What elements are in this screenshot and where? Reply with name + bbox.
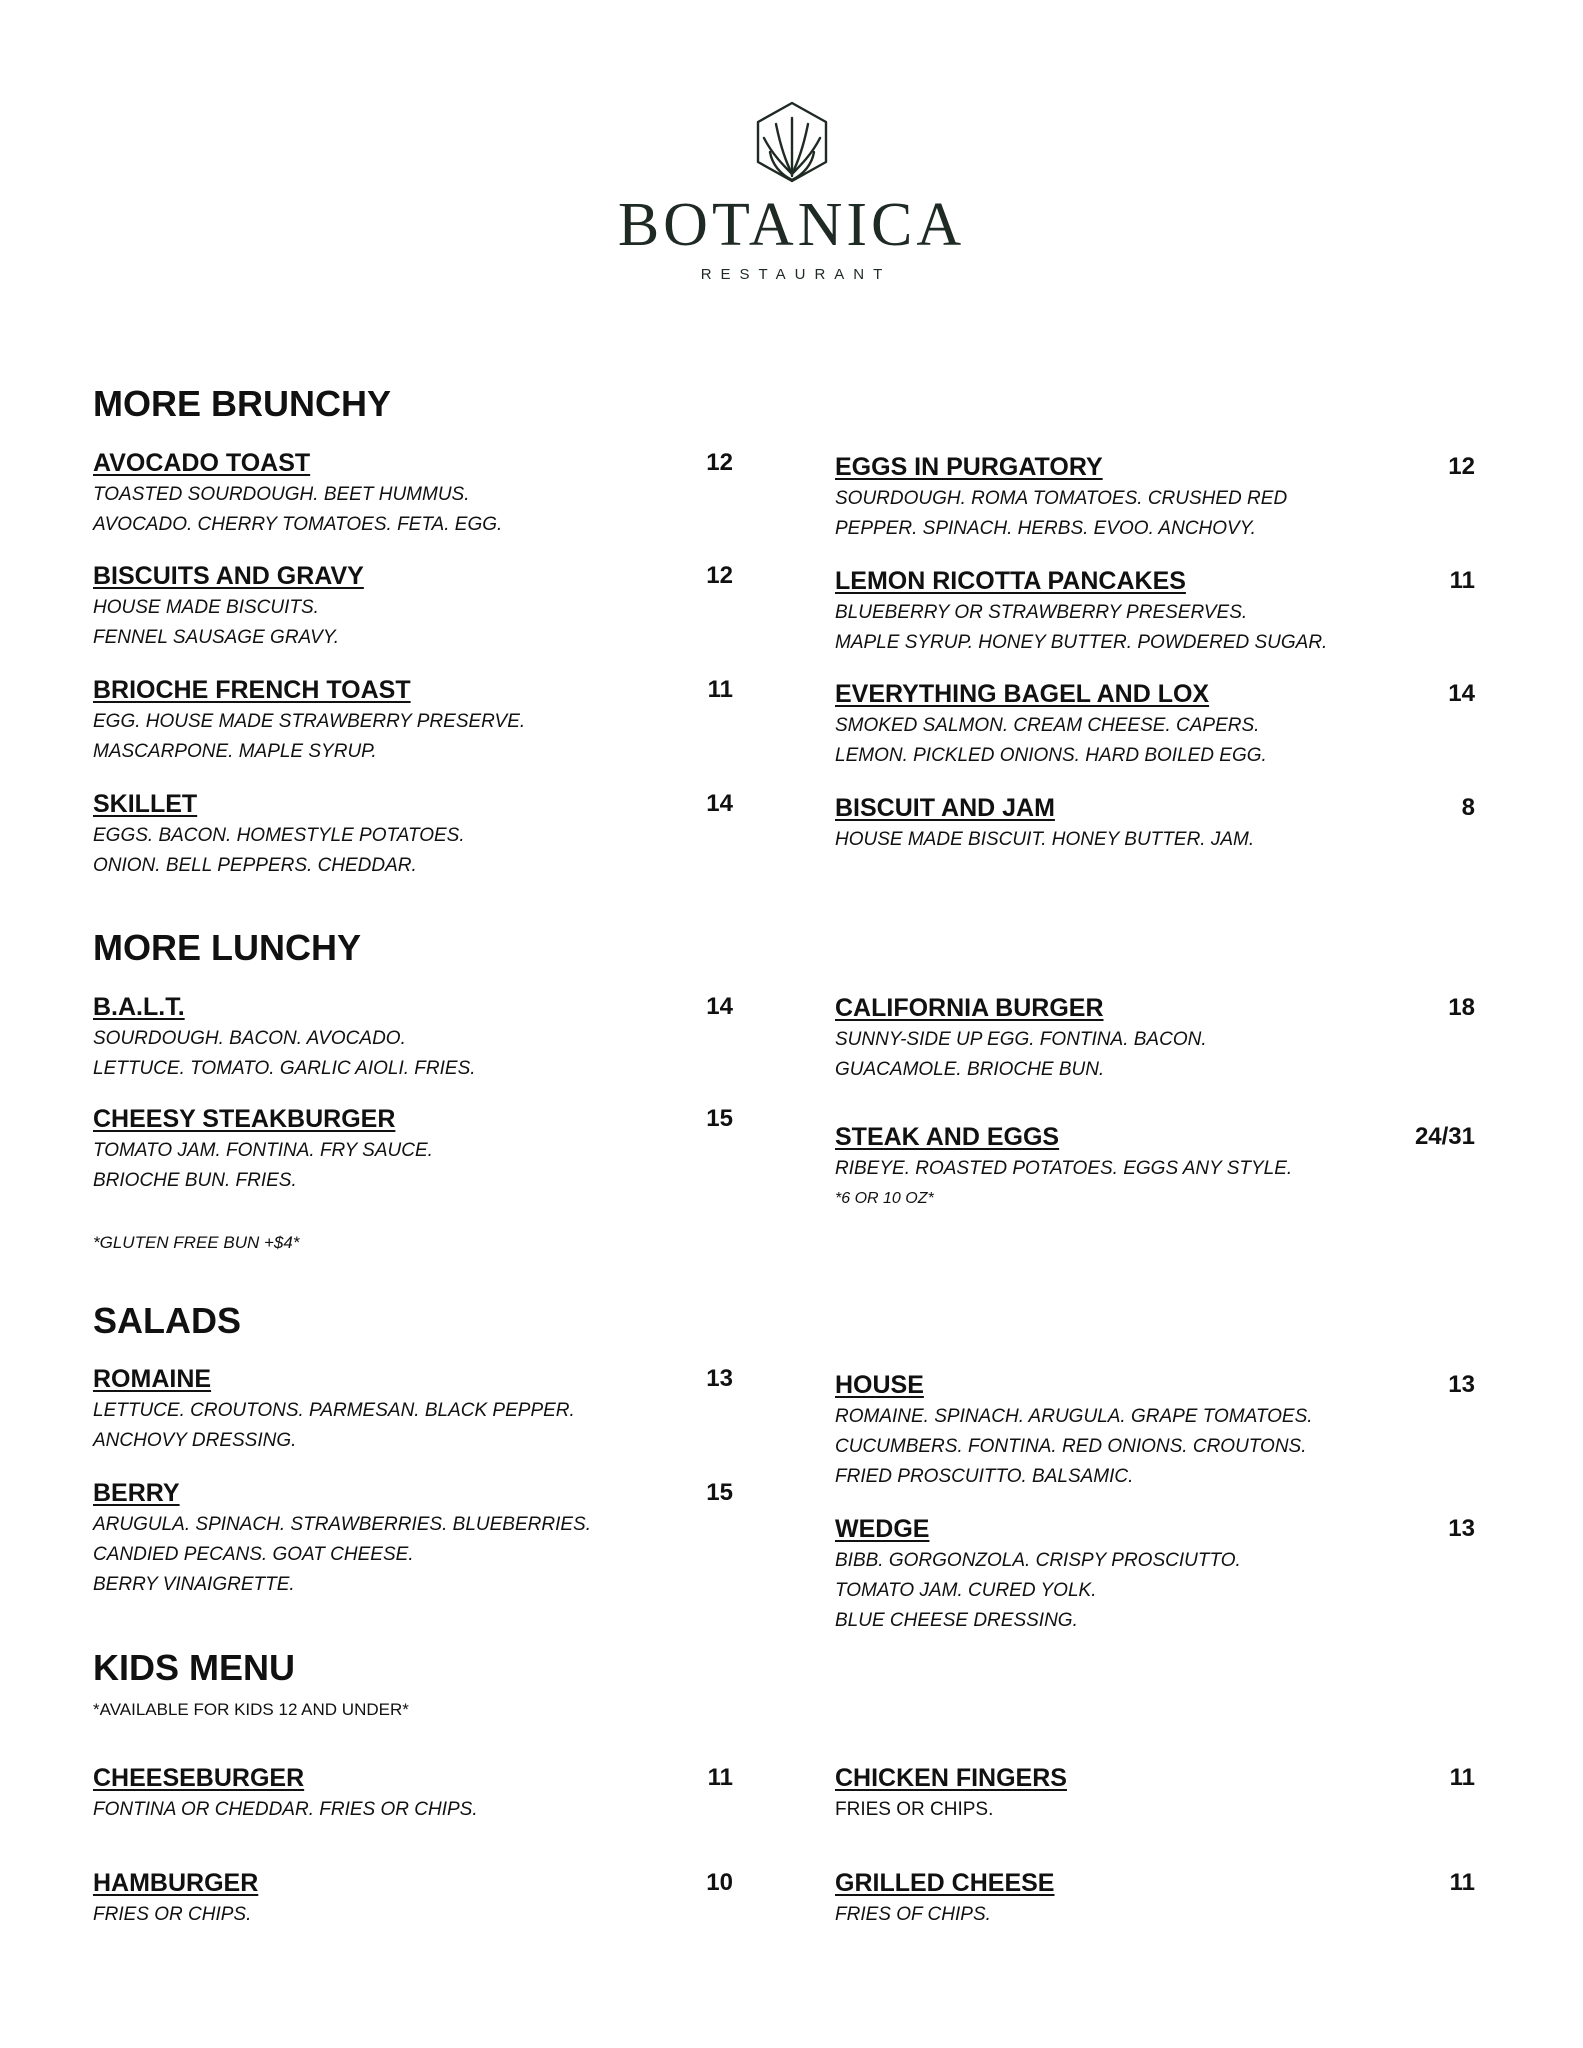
botanica-leaf-hexagon-logo-icon [754,100,830,184]
menu-item [93,561,733,653]
menu-item [835,1370,1475,1492]
menu-item [835,1514,1475,1636]
item-name: BISCUIT AND JAM [835,794,1055,822]
item-name: AVOCADO TOAST [93,449,311,477]
menu-item [93,448,733,540]
menu-item [835,566,1475,658]
restaurant-logo [0,100,1583,283]
item-name: LEMON RICOTTA PANCAKES [835,567,1186,595]
item-description: RIBEYE. ROASTED POTATOES. EGGS ANY STYLE. *6 OR 10 OZ* [835,1158,1293,1207]
item-name: CHEESY STEAKBURGER [93,1105,396,1133]
item-price: 13 [706,1365,733,1392]
item-price: 11 [707,676,733,703]
item-description: LETTUCE. CROUTONS. PARMESAN. BLACK PEPPER. ANCHOVY DRESSING. [93,1400,575,1451]
item-name: STEAK AND EGGS [835,1123,1060,1151]
item-price: 12 [706,449,733,476]
item-name: EGGS IN PURGATORY [835,453,1103,481]
item-description: SOURDOUGH. ROMA TOMATOES. CRUSHED RED PEPPER. SPINACH. HERBS. EVOO. ANCHOVY. [835,488,1288,539]
menu-item [835,452,1475,544]
menu-item [93,992,733,1084]
item-description: HOUSE MADE BISCUITS. FENNEL SAUSAGE GRAVY. [93,597,340,648]
menu-item [835,679,1475,771]
menu-item [93,675,733,767]
menu-item [93,1104,733,1196]
item-description: HOUSE MADE BISCUIT. HONEY BUTTER. JAM. [835,829,1255,850]
brand-subtitle: RESTAURANT [700,266,892,283]
item-price: 11 [1449,1869,1475,1896]
item-description: TOMATO JAM. FONTINA. FRY SAUCE. BRIOCHE BUN. FRIES. [93,1140,433,1191]
item-description: FRIES OF CHIPS. [835,1904,991,1925]
item-price: 15 [706,1105,733,1132]
item-price: 11 [1449,1764,1475,1791]
item-name: BERRY [93,1479,180,1507]
item-description: BIBB. GORGONZOLA. CRISPY PROSCIUTTO. TOMATO JAM. CURED YOLK. BLUE CHEESE DRESSING. [835,1550,1241,1631]
item-description: SMOKED SALMON. CREAM CHEESE. CAPERS. LEMON. PICKLED ONIONS. HARD BOILED EGG. [835,715,1267,766]
menu-item [835,1122,1475,1214]
item-price: 14 [706,993,733,1020]
menu-item [93,789,733,881]
item-name: SKILLET [93,790,198,818]
item-description: SOURDOUGH. BACON. AVOCADO. LETTUCE. TOMATO. GARLIC AIOLI. FRIES. [93,1028,476,1079]
item-name: CHEESEBURGER [93,1764,305,1792]
item-name: HAMBURGER [93,1869,259,1897]
item-price: 11 [1449,567,1475,594]
item-price: 18 [1448,994,1475,1021]
item-name: BISCUITS AND GRAVY [93,562,364,590]
menu-item [93,1868,733,1930]
item-description: FRIES OR CHIPS. [93,1904,252,1925]
item-name: WEDGE [835,1515,930,1543]
item-description: EGGS. BACON. HOMESTYLE POTATOES. ONION. BELL PEPPERS. CHEDDAR. [93,825,465,876]
item-price: 24/31 [1414,1123,1475,1150]
item-price: 8 [1461,794,1475,821]
menu-item [93,1763,733,1825]
menu-item [835,1763,1475,1825]
item-price: 14 [706,790,733,817]
item-description: FONTINA OR CHEDDAR. FRIES OR CHIPS. [93,1799,478,1820]
item-name: EVERYTHING BAGEL AND LOX [835,680,1210,708]
menu-item [93,1478,733,1600]
item-name: BRIOCHE FRENCH TOAST [93,676,411,704]
item-price: 12 [706,562,733,589]
item-price: 14 [1448,680,1475,707]
item-price: 13 [1448,1371,1475,1398]
item-name: GRILLED CHEESE [835,1869,1055,1897]
item-name: HOUSE [835,1371,924,1399]
item-price: 10 [706,1869,733,1896]
item-name: CHICKEN FINGERS [835,1764,1067,1792]
section-title-brunchy: MORE BRUNCHY [93,383,392,424]
item-description: TOASTED SOURDOUGH. BEET HUMMUS. AVOCADO. CHERRY TOMATOES. FETA. EGG. [93,484,503,535]
item-description: ARUGULA. SPINACH. STRAWBERRIES. BLUEBERRIES. CANDIED PECANS. GOAT CHEESE. BERRY VINAIGRETTE. [93,1514,591,1595]
item-description: FRIES OR CHIPS. [835,1799,994,1820]
item-description: ROMAINE. SPINACH. ARUGULA. GRAPE TOMATOES. CUCUMBERS. FONTINA. RED ONIONS. CROUTONS. FRIED PROSCUITTO. BALSAMIC. [835,1406,1313,1487]
menu-item [93,1364,733,1456]
item-description: BLUEBERRY OR STRAWBERRY PRESERVES. MAPLE SYRUP. HONEY BUTTER. POWDERED SUGAR. [835,602,1328,653]
item-name: CALIFORNIA BURGER [835,994,1104,1022]
item-description: EGG. HOUSE MADE STRAWBERRY PRESERVE. MASCARPONE. MAPLE SYRUP. [93,711,526,762]
kids-age-note: *AVAILABLE FOR KIDS 12 AND UNDER* [93,1700,409,1719]
menu-item [835,993,1475,1085]
gluten-free-note: *GLUTEN FREE BUN +$4* [93,1233,300,1252]
section-title-kids: KIDS MENU [93,1647,296,1688]
menu-item [835,1868,1475,1930]
item-price: 13 [1448,1515,1475,1542]
item-description: SUNNY-SIDE UP EGG. FONTINA. BACON. GUACAMOLE. BRIOCHE BUN. [835,1029,1207,1080]
item-price: 12 [1448,453,1475,480]
item-price: 11 [707,1764,733,1791]
section-title-salads: SALADS [93,1300,242,1341]
item-name: B.A.L.T. [93,993,185,1021]
menu-item [835,793,1475,855]
brand-name: BOTANICA [617,191,966,259]
item-price: 15 [706,1479,733,1506]
section-title-lunchy: MORE LUNCHY [93,927,361,968]
item-name: ROMAINE [93,1365,212,1393]
